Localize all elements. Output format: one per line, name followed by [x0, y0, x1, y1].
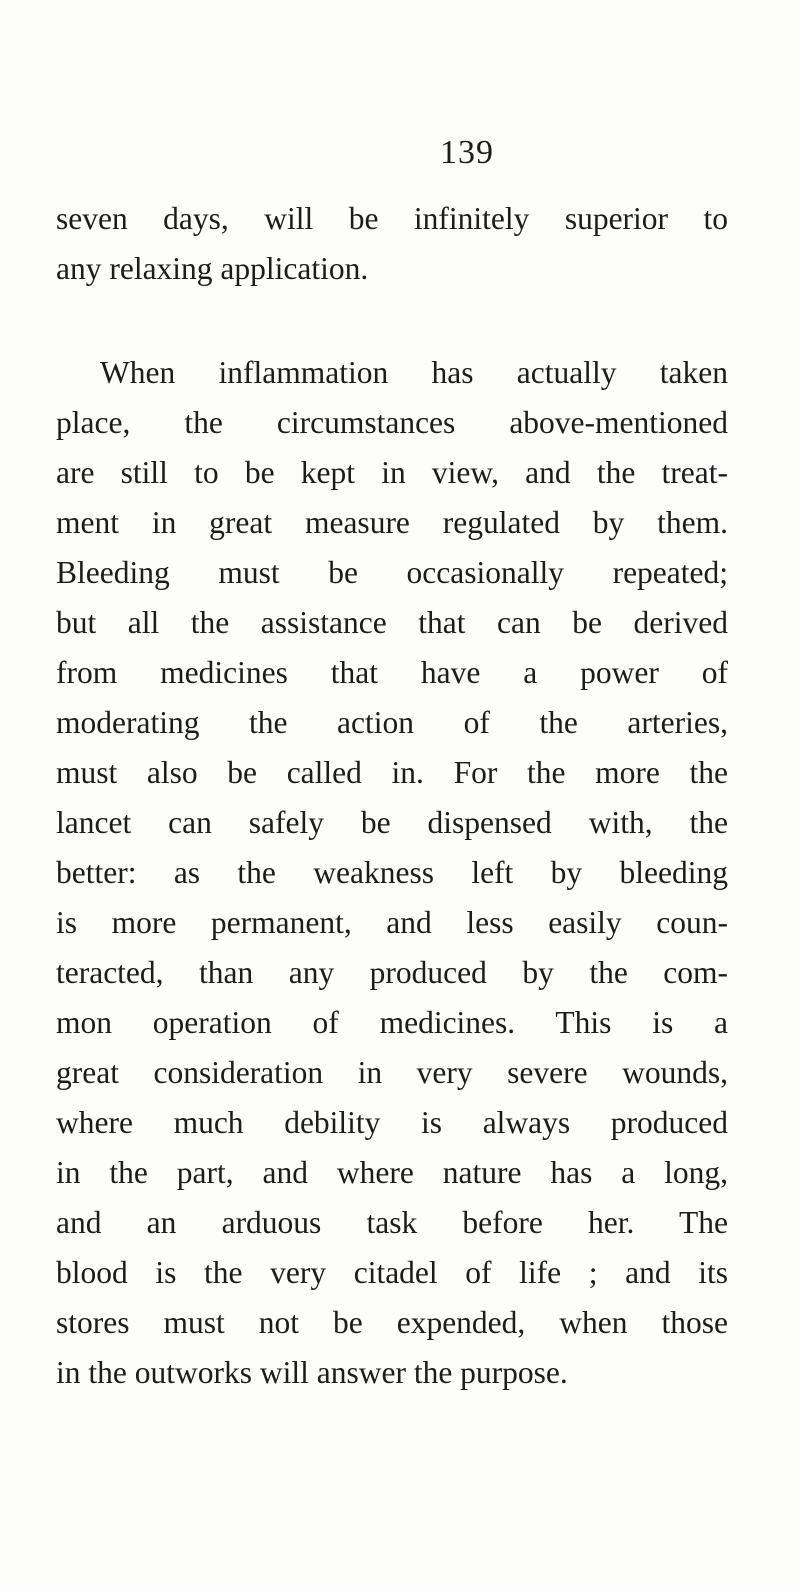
page-number: 139 — [440, 134, 494, 171]
text-line: where much debility is always produced — [56, 1105, 728, 1140]
text-line: must also be called in. For the more the — [56, 755, 728, 790]
text-line: but all the assistance that can be derived — [56, 605, 728, 640]
text-line: mon operation of medicines. This is a — [56, 1005, 728, 1040]
text-line: place, the circumstances above-mentioned — [56, 405, 728, 440]
text-line: in the outworks will answer the purpose. — [56, 1355, 568, 1390]
text-line: stores must not be expended, when those — [56, 1305, 728, 1340]
text-line: from medicines that have a power of — [56, 655, 728, 690]
text-line: blood is the very citadel of life ; and its — [56, 1255, 728, 1290]
text-line: lancet can safely be dispensed with, the — [56, 805, 728, 840]
text-line: is more permanent, and less easily coun- — [56, 905, 728, 940]
paragraph-gap — [56, 294, 728, 348]
body-text — [56, 194, 728, 1398]
text-line: ment in great measure regulated by them. — [56, 505, 728, 540]
text-line: moderating the action of the arteries, — [56, 705, 728, 740]
text-line: and an arduous task before her. The — [56, 1205, 728, 1240]
text-line: seven days, will be infinitely superior to — [56, 201, 728, 236]
text-line: any relaxing application. — [56, 251, 369, 286]
text-line: are still to be kept in view, and the treat- — [56, 455, 728, 490]
text-line: great consideration in very severe wounds, — [56, 1055, 728, 1090]
text-line: teracted, than any produced by the com- — [56, 955, 728, 990]
text-line: in the part, and where nature has a long, — [56, 1155, 728, 1190]
text-line: Bleeding must be occasionally repeated; — [56, 555, 728, 590]
text-line: When inflammation has actually taken — [100, 355, 728, 390]
text-line: better: as the weakness left by bleeding — [56, 855, 728, 890]
